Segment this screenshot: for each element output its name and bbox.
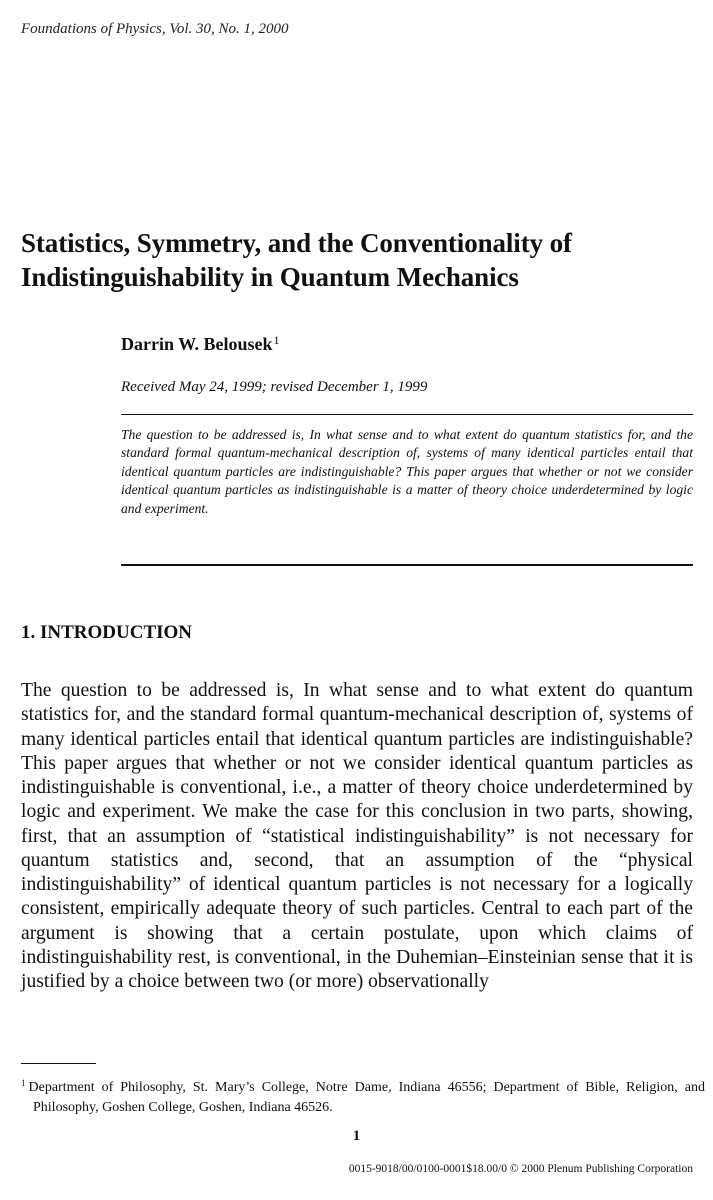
footnote-rule xyxy=(21,1063,96,1064)
author-line xyxy=(121,333,280,355)
copyright-line: 0015-9018/00/0100-0001$18.00/0 © 2000 Plenum Publishing Corporation xyxy=(348,1163,693,1175)
received-dates: Received May 24, 1999; revised December 1, 1999 xyxy=(121,379,428,395)
author-name: Darrin W. Belousek xyxy=(121,334,273,354)
footnote xyxy=(21,1073,705,1118)
abstract: The question to be addressed is, In what sense and to what extent do quantum statistics for, and the standard formal quantum-mechanical description of, systems of many identical particles entail that identical quantum particles are indistinguishable? This paper argues that whether or not we consider identical quantum particles as indistinguishable is a matter of theory choice underdetermined by logic and experiment. xyxy=(121,427,693,516)
abstract-bottom-rule xyxy=(121,564,693,566)
body-paragraph: The question to be addressed is, In what sense and to what extent do quantum statistics for, and the standard formal quantum-mechanical description of, systems of many identical particles entail that identical quantum particles are indistinguishable? This paper argues that whether or not we consider identical quantum particles as indistinguishable is conventional, i.e., a matter of theory choice underdetermined by logic and experiment. We make the case for this conclusion in two parts, showing, first, that an assumption of “statistical indistinguishability” is not necessary for quantum statistics and, second, that an assumption of the “physical indistinguishability” of identical quantum particles is not necessary for a logically consistent, empirically adequate theory of such particles. Central to each part of the argument is showing that a certain postulate, upon which claims of indistinguishability rest, is conventional, in the Duhemian–Einsteinian sense that it is justified by a choice between two (or more) observationally xyxy=(21,680,693,992)
abstract-top-rule xyxy=(121,414,693,415)
footnote-text: Department of Philosophy, St. Mary’s College, Notre Dame, Indiana 46556; Department of Bible, Religion, and Philosophy, Goshen College, Goshen, Indiana 46526. xyxy=(28,1080,705,1115)
author-footnote-mark: 1 xyxy=(273,333,280,347)
page-number: 1 xyxy=(352,1128,361,1144)
journal-citation: Foundations of Physics, Vol. 30, No. 1, 2000 xyxy=(21,21,289,37)
section-heading: 1. INTRODUCTION xyxy=(21,622,193,643)
article-title: Statistics, Symmetry, and the Conventionality of Indistinguishability in Quantum Mechanics xyxy=(21,228,572,292)
footnote-mark: 1 xyxy=(21,1078,26,1088)
